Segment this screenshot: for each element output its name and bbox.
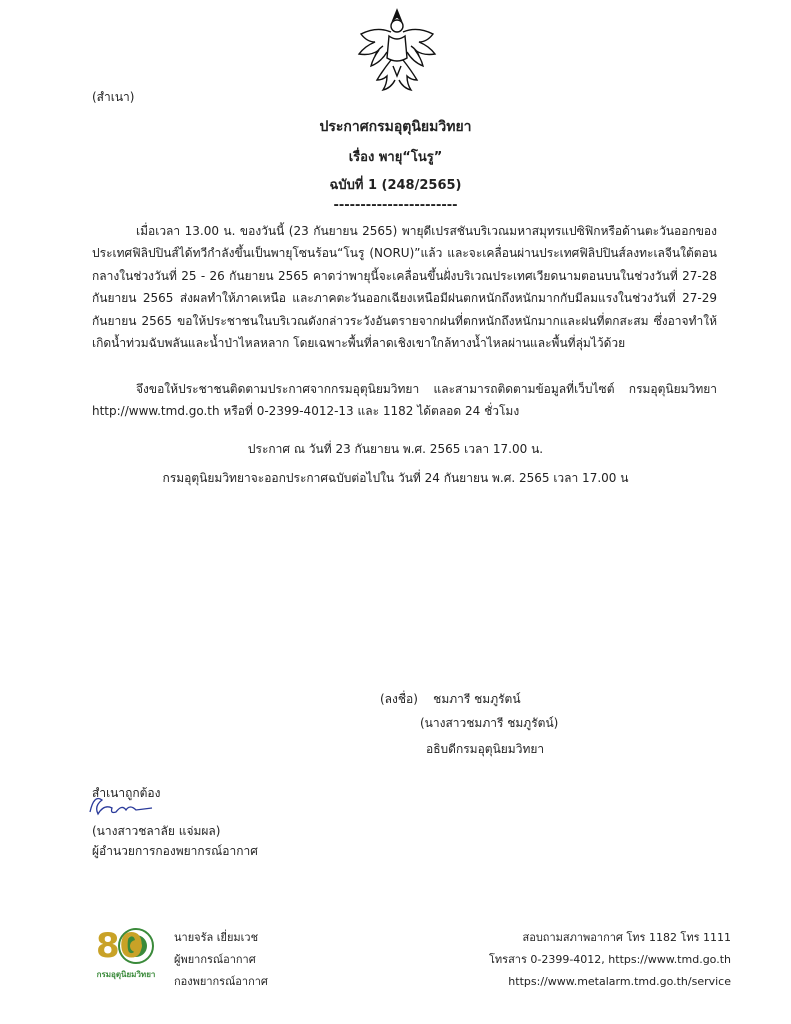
contact-info bbox=[489, 927, 731, 993]
title-divider: ----------------------- bbox=[333, 198, 458, 213]
announcement-date: ประกาศ ณ วันที่ 23 กันยายน พ.ศ. 2565 เวลา 17.00 น. bbox=[247, 442, 544, 456]
body-paragraph-2 bbox=[92, 378, 717, 423]
garuda-emblem-icon bbox=[355, 6, 439, 96]
logo-number: 80 bbox=[96, 926, 144, 966]
copy-marker: (สำเนา) bbox=[92, 90, 135, 104]
forecaster-role: ผู้พยากรณ์อากาศ bbox=[174, 953, 256, 966]
tmd-80-logo bbox=[92, 922, 160, 986]
body-paragraph-1 bbox=[92, 220, 717, 354]
document-subject: เรื่อง พายุ“โนรู” bbox=[348, 150, 443, 165]
signer-position: อธิบดีกรมอุตุนิยมวิทยา bbox=[426, 742, 545, 756]
logo-text: กรมอุตุนิยมวิทยา bbox=[96, 970, 156, 979]
document-title: ประกาศกรมอุตุนิยมวิทยา bbox=[319, 119, 472, 135]
forecaster-info bbox=[174, 927, 268, 993]
certifier-position: ผู้อำนวยการกองพยากรณ์อากาศ bbox=[92, 844, 258, 858]
forecaster-division: กองพยากรณ์อากาศ bbox=[174, 975, 268, 988]
signer-full-name: (นางสาวชมภารี ชมภูรัตน์) bbox=[420, 716, 559, 730]
body-paragraph-1-text: เมื่อเวลา 13.00 น. ของวันนี้ (23 กันยายน 2565) พายุดีเปรสชันบริเวณมหาสมุทรแปซิฟิกหรือด้านตะวันออกของประเทศฟิลิปปินส์ได้ทวีกำลังขึ้นเป็นพายุโซนร้อน“โนรู (NORU)”แล้ว และจะเคลื่อนผ่านประเทศฟิลิปปินส์ลงทะเลจีนใต้ตอนกลางในช่วงวันที่ 25 - 26 กันยายน 2565 คาดว่าพายุนี้จะเคลื่อนขึ้นฝั่งบริเวณประเทศเวียดนามตอนบนในช่วงวันที่ 27-28 กันยายน 2565 ส่งผลทำให้ภาคเหนือ และภาคตะวันออกเฉียงเหนือมีฝนตกหนักถึงหนักมากกับมีลมแรงในช่วงวันที่ 27-29 กันยายน 2565 ขอให้ประชาชนในบริเวณดังกล่าวระวังอันตรายจากฝนที่ตกหนักถึงหนักมากและฝนที่ตกสะสม ซึ่งอาจทำให้เกิดน้ำท่วมฉับพลันและน้ำป่าไหลหลาก โดยเฉพาะพื้นที่ลาดเชิงเขาใกล้ทางน้ำไหลผ่านและพื้นที่ลุ่มไว้ด้วย bbox=[92, 224, 717, 351]
contact-url[interactable]: https://www.metalarm.tmd.go.th/service bbox=[508, 975, 731, 988]
contact-fax[interactable]: โทรสาร 0-2399-4012, https://www.tmd.go.th bbox=[489, 953, 731, 966]
body-paragraph-2-text: จึงขอให้ประชาชนติดตามประกาศจากกรมอุตุนิยมวิทยา และสามารถติดตามข้อมูลที่เว็บไซต์ กรมอุตุนิยมวิทยา http://www.tmd.go.th หรือที่ 0-2399-4012-13 และ 1182 ได้ตลอด 24 ชั่วโมง bbox=[92, 382, 717, 419]
next-issue-notice: กรมอุตุนิยมวิทยาจะออกประกาศฉบับต่อไปใน วันที่ 24 กันยายน พ.ศ. 2565 เวลา 17.00 น bbox=[162, 471, 629, 485]
signed-line: (ลงชื่อ) ชมภารี ชมภูรัตน์ bbox=[380, 692, 521, 706]
certified-copy-label: สำเนาถูกต้อง bbox=[92, 786, 161, 800]
issue-number: ฉบับที่ 1 (248/2565) bbox=[329, 178, 462, 193]
certifier-name: (นางสาวชลาลัย แจ่มผล) bbox=[92, 824, 221, 838]
handwritten-signature-icon bbox=[84, 790, 164, 820]
forecaster-name: นายจรัล เยี่ยมเวช bbox=[174, 931, 259, 944]
contact-phone: สอบถามสภาพอากาศ โทร 1182 โทร 1111 bbox=[522, 931, 731, 944]
